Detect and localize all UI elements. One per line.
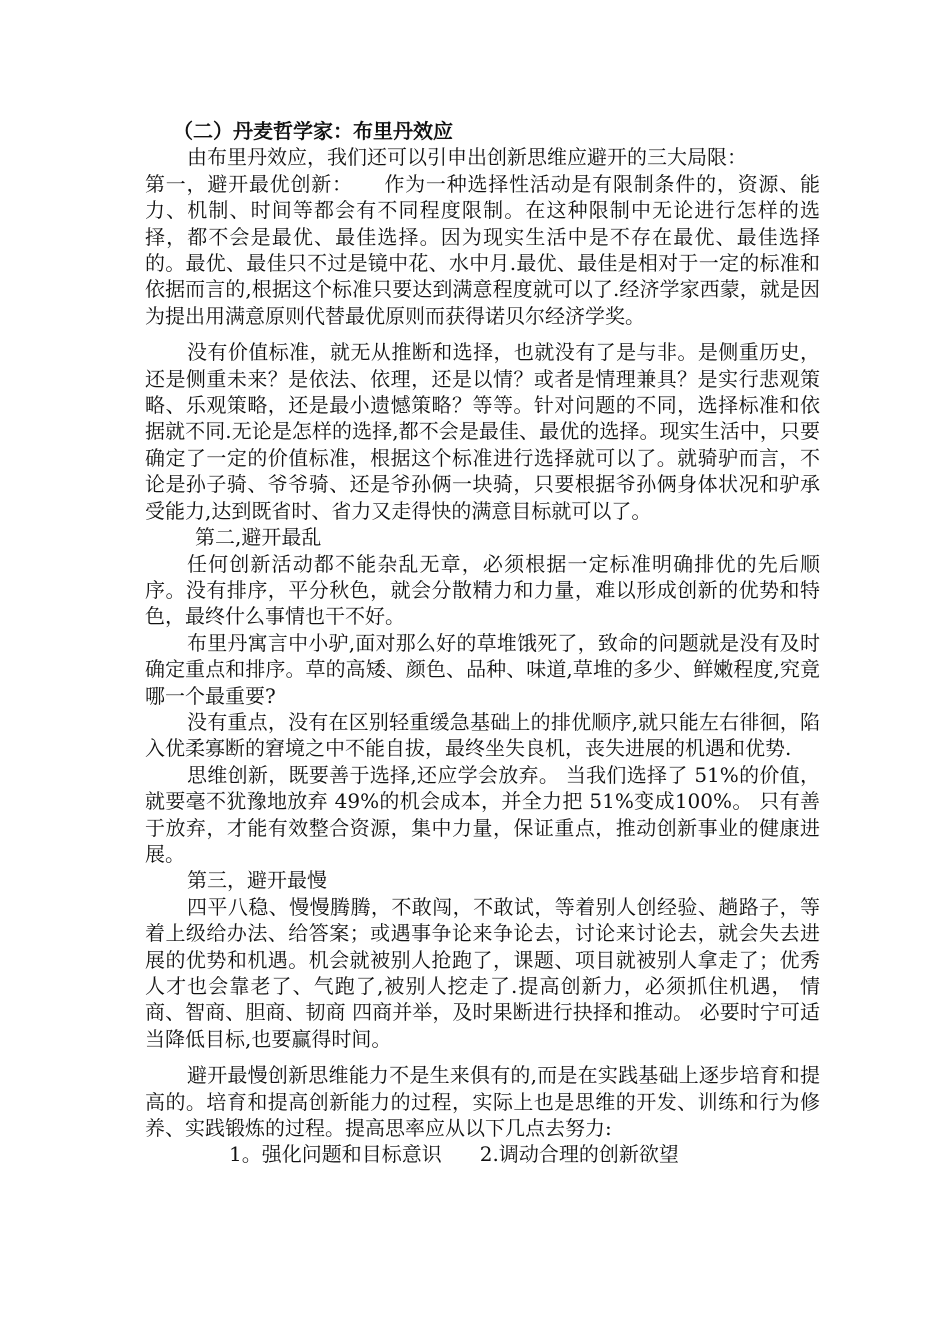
document-body [145, 118, 820, 1168]
paragraph-priority: 没有重点，没有在区别轻重缓急基础上的排优顺序,就只能左右徘徊，陷入优柔寡断的窘境之中不能自拔，最终坐失良机，丧失进展的机遇和优势. [145, 709, 820, 761]
paragraph-choice: 思维创新，既要善于选择,还应学会放弃。 当我们选择了 51%的价值，就要毫不犹豫地放弃 49%的机会成本，并全力把 51%变成100%。 只有善于放弃，才能有效整合资源，集中力量，保证重点，推动创新事业的健康进展。 [145, 762, 820, 866]
paragraph-first-point: 第一，避开最优创新： 作为一种选择性活动是有限制条件的，资源、能力、机制、时间等都会有不同程度限制。在这种限制中无论进行怎样的选择，都不会是最优、最佳选择。因为现实生活中是不存在最优、最佳选择的。最优、最佳只不过是镜中花、水中月.最优、最佳是相对于一定的标准和依据而言的,根据这个标准只要达到满意程度就可以了.经济学家西蒙，就是因为提出用满意原则代替最优原则而获得诺贝尔经济学奖。 [145, 171, 820, 328]
section-heading: （二）丹麦哲学家：布里丹效应 [173, 119, 453, 143]
list-item: 2.调动合理的创新欲望 [479, 1142, 679, 1167]
paragraph-value-standard: 没有价值标准，就无从推断和选择，也就没有了是与非。是侧重历史，还是侧重未来？是依法、依理，还是以情？或者是情理兼具？是实行悲观策略、乐观策略，还是最小遗憾策略？等等。针对问题的不同，选择标准和依据就不同.无论是怎样的选择,都不会是最佳、最优的选择。现实生活中，只要确定了一定的价值标准，根据这个标准进行选择就可以了。就骑驴而言，不论是孙子骑、爷爷骑、还是爷孙俩一块骑，只要根据爷孙俩身体状况和驴承受能力,达到既省时、省力又走得快的满意目标就可以了。 [145, 340, 820, 523]
subheading-third: 第三，避开最慢 [187, 868, 327, 893]
list-item: 1。强化问题和目标意识 [229, 1142, 442, 1167]
paragraph-donkey: 布里丹寓言中小驴,面对那么好的草堆饿死了，致命的问题就是没有及时确定重点和排序。草的高矮、颜色、品种、味道,草堆的多少、鲜嫩程度,究竟哪一个最重要? [145, 630, 820, 708]
paragraph-ability: 避开最慢创新思维能力不是生来俱有的,而是在实践基础上逐步培育和提高的。培育和提高创新能力的过程，实际上也是思维的开发、训练和行为修养、实践锻炼的过程。提高思率应从以下几点去努力: [145, 1063, 820, 1141]
paragraph-intro: 由布里丹效应，我们还可以引申出创新思维应避开的三大局限： [187, 145, 747, 170]
paragraph-ordering: 任何创新活动都不能杂乱无章，必须根据一定标准明确排优的先后顺序。没有排序，平分秋色，就会分散精力和力量，难以形成创新的优势和特色，最终什么事情也干不好。 [145, 551, 820, 629]
paragraph-slow: 四平八稳、慢慢腾腾，不敢闯，不敢试，等着别人创经验、趟路子，等着上级给办法、给答案；或遇事争论来争论去，讨论来讨论去，就会失去进展的优势和机遇。机会就被别人抢跑了，课题、项目就被别人拿走了；优秀人才也会靠老了、气跑了,被别人挖走了.提高创新力，必须抓住机遇， 情商、智商、胆商、韧商 四商并举，及时果断进行抉择和推动。 必要时宁可适当降低目标,也要赢得时间。 [145, 894, 820, 1051]
subheading-second: 第二,避开最乱 [195, 525, 322, 550]
numbered-items [145, 1141, 820, 1167]
